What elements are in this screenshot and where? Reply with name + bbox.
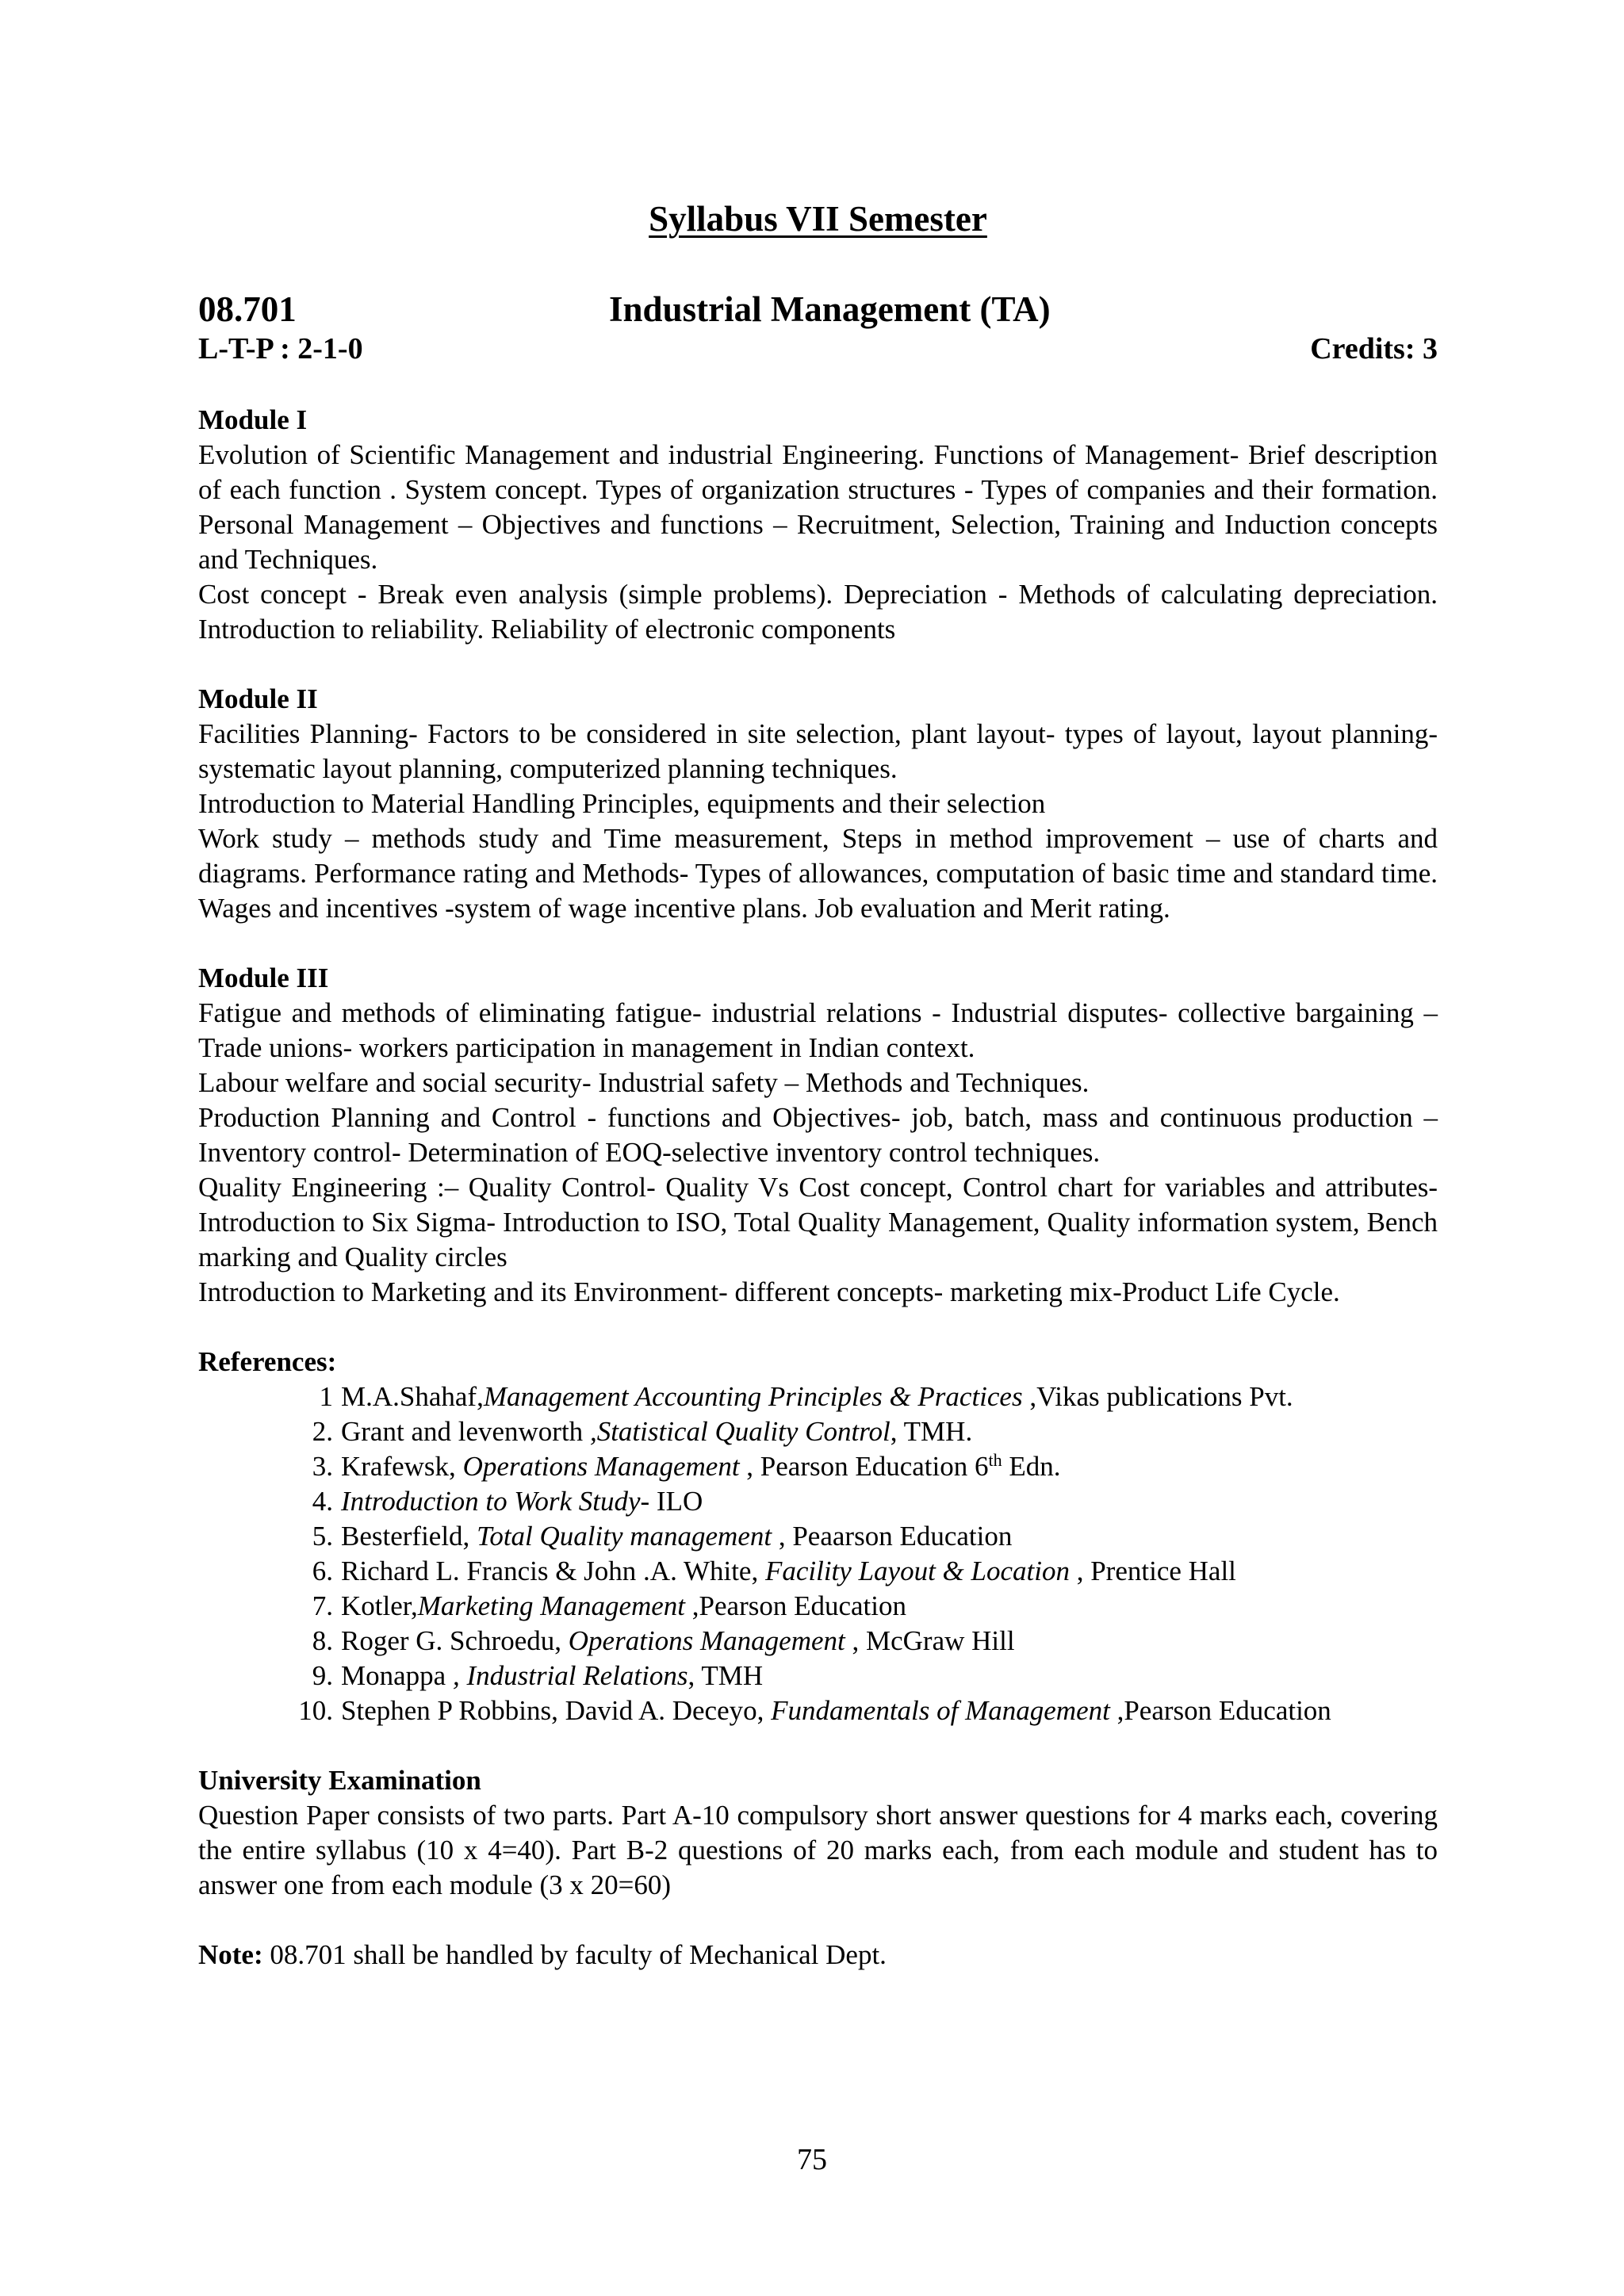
credits-value: Credits: 3 bbox=[1310, 332, 1438, 365]
reference-author: Kotler, bbox=[341, 1590, 418, 1621]
exam-heading: University Examination bbox=[198, 1765, 481, 1796]
ltp-value: L-T-P : 2-1-0 bbox=[198, 332, 363, 365]
reference-title: Introduction to Work Study bbox=[341, 1486, 641, 1517]
reference-number: 7. bbox=[312, 1590, 333, 1621]
reference-superscript: th bbox=[988, 1450, 1002, 1470]
module-paragraph: Work study – methods study and Time measurement, Steps in method improvement – use of charts and diagrams. Performance rating and Methods- Types of allowances, computation of basic time and standard time. Wages and incentives -system of wage incentive plans. Job evaluation and Merit rating. bbox=[198, 823, 1438, 924]
reference-author: Grant and levenworth bbox=[341, 1416, 590, 1447]
reference-publisher: , Pearson Education 6 bbox=[739, 1451, 989, 1482]
reference-title: Operations Management bbox=[462, 1451, 740, 1482]
reference-number: 1 bbox=[319, 1381, 333, 1412]
reference-number: 5. bbox=[312, 1521, 333, 1552]
module-paragraph: Introduction to Material Handling Principles, equipments and their selection bbox=[198, 788, 1046, 819]
module-paragraph: Evolution of Scientific Management and industrial Engineering. Functions of Management- Brief description of each function . System concept. Types of organization structures - Types of companies and their formation. Personal Management – Objectives and functions – Recruitment, Selection, Training and Induction concepts and Techniques. bbox=[198, 439, 1438, 575]
module-paragraph: Introduction to Marketing and its Environment- different concepts- marketing mix-Product Life Cycle. bbox=[198, 1276, 1340, 1307]
reference-title: Facility Layout & Location bbox=[764, 1556, 1070, 1586]
note-label: Note: bbox=[198, 1939, 263, 1970]
reference-item bbox=[198, 1484, 1438, 1519]
reference-number: 8. bbox=[312, 1625, 333, 1656]
reference-item bbox=[198, 1624, 1438, 1659]
reference-author: Richard L. Francis & John .A. White, bbox=[341, 1556, 765, 1586]
reference-publisher: , McGraw Hill bbox=[845, 1625, 1015, 1656]
course-name: Industrial Management (TA) bbox=[609, 289, 1051, 329]
reference-author: Krafewsk, bbox=[341, 1451, 463, 1482]
reference-publisher: , TMH. bbox=[890, 1416, 973, 1447]
reference-number: 2. bbox=[312, 1416, 333, 1447]
reference-title: Operations Management bbox=[568, 1625, 845, 1656]
references-section bbox=[198, 1345, 1438, 1728]
reference-author: Besterfield, bbox=[341, 1521, 477, 1552]
reference-number: 9. bbox=[312, 1660, 333, 1691]
reference-item bbox=[198, 1414, 1438, 1449]
module-paragraph: Fatigue and methods of eliminating fatigue- industrial relations - Industrial disputes- collective bargaining – Trade unions- workers participation in management in Indian context. bbox=[198, 997, 1438, 1063]
reference-item bbox=[198, 1449, 1438, 1484]
reference-publisher: , Peaarson Education bbox=[772, 1521, 1013, 1552]
reference-title: Marketing Management bbox=[417, 1590, 686, 1621]
references-heading: References: bbox=[198, 1346, 337, 1377]
reference-author: Monappa bbox=[341, 1660, 453, 1691]
reference-item bbox=[198, 1693, 1438, 1728]
reference-title: ,Statistical Quality Control bbox=[589, 1416, 891, 1447]
module-paragraph: Quality Engineering :– Quality Control- Quality Vs Cost concept, Control chart for variables and attributes- Introduction to Six Sigma- Introduction to ISO, Total Quality Management, Quality information system, Bench marking and Quality circles bbox=[198, 1172, 1438, 1272]
page-title-text: Syllabus VII Semester bbox=[649, 199, 987, 239]
module-paragraph: Labour welfare and social security- Industrial safety – Methods and Techniques. bbox=[198, 1067, 1090, 1098]
page-number: 75 bbox=[797, 2143, 827, 2176]
exam-section bbox=[198, 1763, 1438, 1903]
page-title bbox=[198, 197, 1438, 241]
reference-author: Stephen P Robbins, David A. Deceyo, bbox=[341, 1695, 772, 1726]
note-text: 08.701 shall be handled by faculty of Mechanical Dept. bbox=[262, 1939, 887, 1970]
reference-author: M.A.Shahaf, bbox=[341, 1381, 484, 1412]
reference-publisher: , TMH bbox=[688, 1660, 764, 1691]
reference-title: Total Quality management bbox=[477, 1521, 772, 1552]
module-paragraph: Cost concept - Break even analysis (simple problems). Depreciation - Methods of calculating depreciation. Introduction to reliability. Reliability of electronic components bbox=[198, 579, 1438, 645]
module-paragraph: Facilities Planning- Factors to be considered in site selection, plant layout- types of layout, layout planning- systematic layout planning, computerized planning techniques. bbox=[198, 718, 1438, 784]
module-heading: Module II bbox=[198, 683, 318, 714]
reference-publisher: - ILO bbox=[640, 1486, 703, 1517]
reference-edition: Edn. bbox=[1002, 1451, 1061, 1482]
reference-item bbox=[198, 1519, 1438, 1554]
reference-number: 4. bbox=[312, 1486, 333, 1517]
exam-description: Question Paper consists of two parts. Part A-10 compulsory short answer questions for 4 marks each, covering the entire syllabus (10 x 4=40). Part B-2 questions of 20 marks each, from each module and student has to answer one from each module (3 x 20=60) bbox=[198, 1800, 1438, 1900]
reference-number: 10. bbox=[298, 1695, 333, 1726]
reference-publisher: , Prentice Hall bbox=[1069, 1556, 1236, 1586]
module-1 bbox=[198, 403, 1438, 647]
reference-item bbox=[198, 1589, 1438, 1624]
reference-item bbox=[198, 1380, 1438, 1414]
course-code: 08.701 bbox=[198, 289, 297, 329]
reference-number: 3. bbox=[312, 1451, 333, 1482]
reference-item bbox=[198, 1659, 1438, 1693]
references-list bbox=[198, 1380, 1438, 1728]
reference-title: Management Accounting Principles & Practices bbox=[483, 1381, 1023, 1412]
module-2 bbox=[198, 682, 1438, 926]
reference-publisher: ,Pearson Education bbox=[685, 1590, 907, 1621]
note-line bbox=[198, 1938, 1438, 1973]
reference-publisher: ,Pearson Education bbox=[1109, 1695, 1331, 1726]
reference-title: , Industrial Relations bbox=[452, 1660, 688, 1691]
module-3 bbox=[198, 961, 1438, 1310]
reference-author: Roger G. Schroedu, bbox=[341, 1625, 569, 1656]
module-heading: Module I bbox=[198, 404, 308, 435]
module-heading: Module III bbox=[198, 962, 329, 993]
syllabus-body bbox=[198, 403, 1438, 1973]
reference-publisher: ,Vikas publications Pvt. bbox=[1022, 1381, 1293, 1412]
reference-item bbox=[198, 1554, 1438, 1589]
reference-number: 6. bbox=[312, 1556, 333, 1586]
reference-title: Fundamentals of Management bbox=[771, 1695, 1110, 1726]
module-paragraph: Production Planning and Control - functions and Objectives- job, batch, mass and continuous production – Inventory control- Determination of EOQ-selective inventory control techniques. bbox=[198, 1102, 1438, 1168]
